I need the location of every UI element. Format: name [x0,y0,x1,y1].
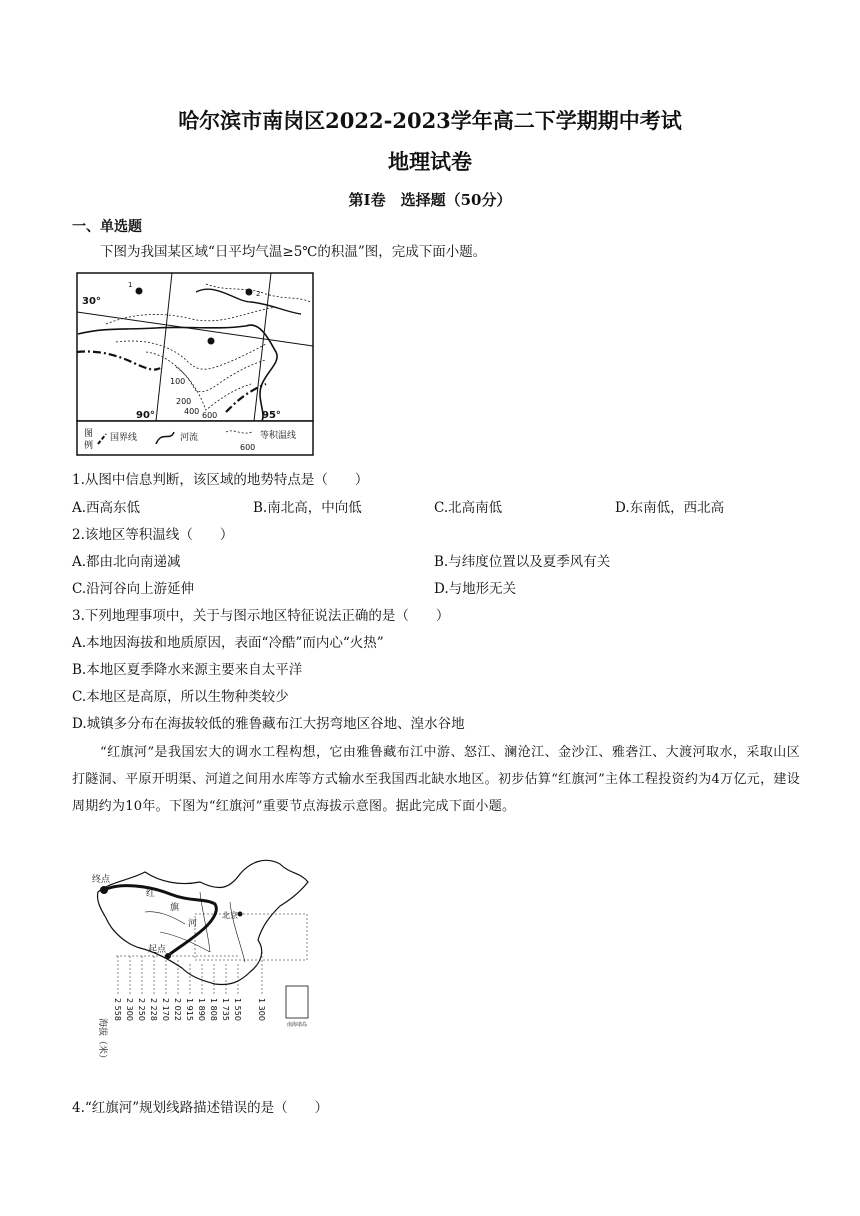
beijing-label: 北京 [222,911,238,920]
elevation-label: 1 300 [257,998,266,1021]
document-title: 哈尔滨市南岗区2022-2023学年高二下学期期中考试 [178,108,682,133]
longitude-right-label: 95° [262,410,281,421]
q4-stem: 4.“红旗河”规划线路描述错误的是（ ） [72,1100,329,1116]
legend-isotherm-label: 等积温线 [260,431,297,441]
legend-title-b: 例 [84,441,94,451]
legend-river-label: 河流 [180,433,199,443]
contour-600-label: 600 [202,411,218,420]
q3-option-d: D.城镇多分布在海拔较低的雅鲁藏布江大拐弯地区谷地、湟水谷地 [72,716,465,732]
q2-option-d: D.与地形无关 [434,581,517,597]
elevation-label: 1 915 [185,998,194,1021]
elevation-label: 1 890 [197,998,206,1021]
legend-title-a: 图 [84,429,94,439]
document-subtitle: 地理试卷 [388,149,472,174]
part-heading: 第Ⅰ卷 选择题（50分） [348,191,512,209]
elevation-label: 2 228 [149,998,158,1021]
contour-400-label: 400 [184,407,200,416]
elevation-labels [113,998,266,1021]
contour-100-label: 100 [170,377,186,386]
q1-option-c: C.北高南低 [434,500,503,516]
elevation-label: 2 558 [113,998,122,1021]
q1-option-d: D.东南低，西北高 [615,500,725,516]
latitude-label: 30° [82,296,101,307]
intro-text-1: 下图为我国某区域“日平均气温≥5℃的积温”图，完成下面小题。 [100,244,487,260]
q1-stem: 1.从图中信息判断，该区域的地势特点是（ ） [72,472,369,488]
river-char-1: 红 [146,889,156,899]
elevation-label: 2 250 [137,998,146,1021]
contour-200-label: 200 [176,397,192,406]
elevation-label: 1 550 [233,998,242,1021]
point-2-label: 2 [256,290,261,298]
hongqi-river-map [90,852,330,1080]
q2-option-b: B.与纬度位置以及夏季风有关 [434,554,611,570]
south-sea-inset-label: 南海诸岛 [287,1022,308,1028]
river-char-2: 旗 [170,903,180,913]
end-point-label: 终点 [92,875,111,885]
legend-isotherm-value: 600 [240,443,256,452]
elevation-axis-label: 海拔（米） [97,1018,107,1064]
elevation-label: 2 300 [125,998,134,1021]
elevation-label: 1 735 [221,998,230,1021]
q3-stem: 3.下列地理事项中，关于与图示地区特征说法正确的是（ ） [72,608,450,624]
start-point-label: 起点 [148,945,167,955]
q1-option-a: A.西高东低 [72,500,141,516]
longitude-left-label: 90° [136,410,155,421]
q3-option-c: C.本地区是高原，所以生物种类较少 [72,689,289,705]
elevation-label: 2 022 [173,998,182,1021]
accumulated-temperature-map [76,272,316,458]
legend-border-label: 国界线 [110,433,138,443]
elevation-label: 2 170 [161,998,170,1021]
q3-option-a: A.本地因海拔和地质原因，表面“冷酷”而内心“火热” [72,635,384,651]
q2-option-c: C.沿河谷向上游延伸 [72,581,195,597]
river-char-3: 河 [188,919,198,929]
q3-option-b: B.本地区夏季降水来源主要来自太平洋 [72,662,303,678]
elevation-label: 1 808 [209,998,218,1021]
passage-hongqi-river: “红旗河”是我国宏大的调水工程构想，它由雅鲁藏布江中游、怒江、澜沧江、金沙江、雅砻江、大渡河取水，采取山区打隧洞、平原开明渠、河道之间用水库等方式输水至我国西北缺水地区。初步估算“红旗河”主体工程投资约为4万亿元，建设周期约为10年。下图为“红旗河”重要节点海拔示意图。据此完成下面小题。 [72,745,800,814]
section-heading: 一、单选题 [72,219,142,235]
q1-option-b: B.南北高，中向低 [253,500,362,516]
q2-option-a: A.都由北向南递减 [72,554,181,570]
q2-stem: 2.该地区等积温线（ ） [72,527,234,543]
point-1-label: 1 [128,281,133,289]
